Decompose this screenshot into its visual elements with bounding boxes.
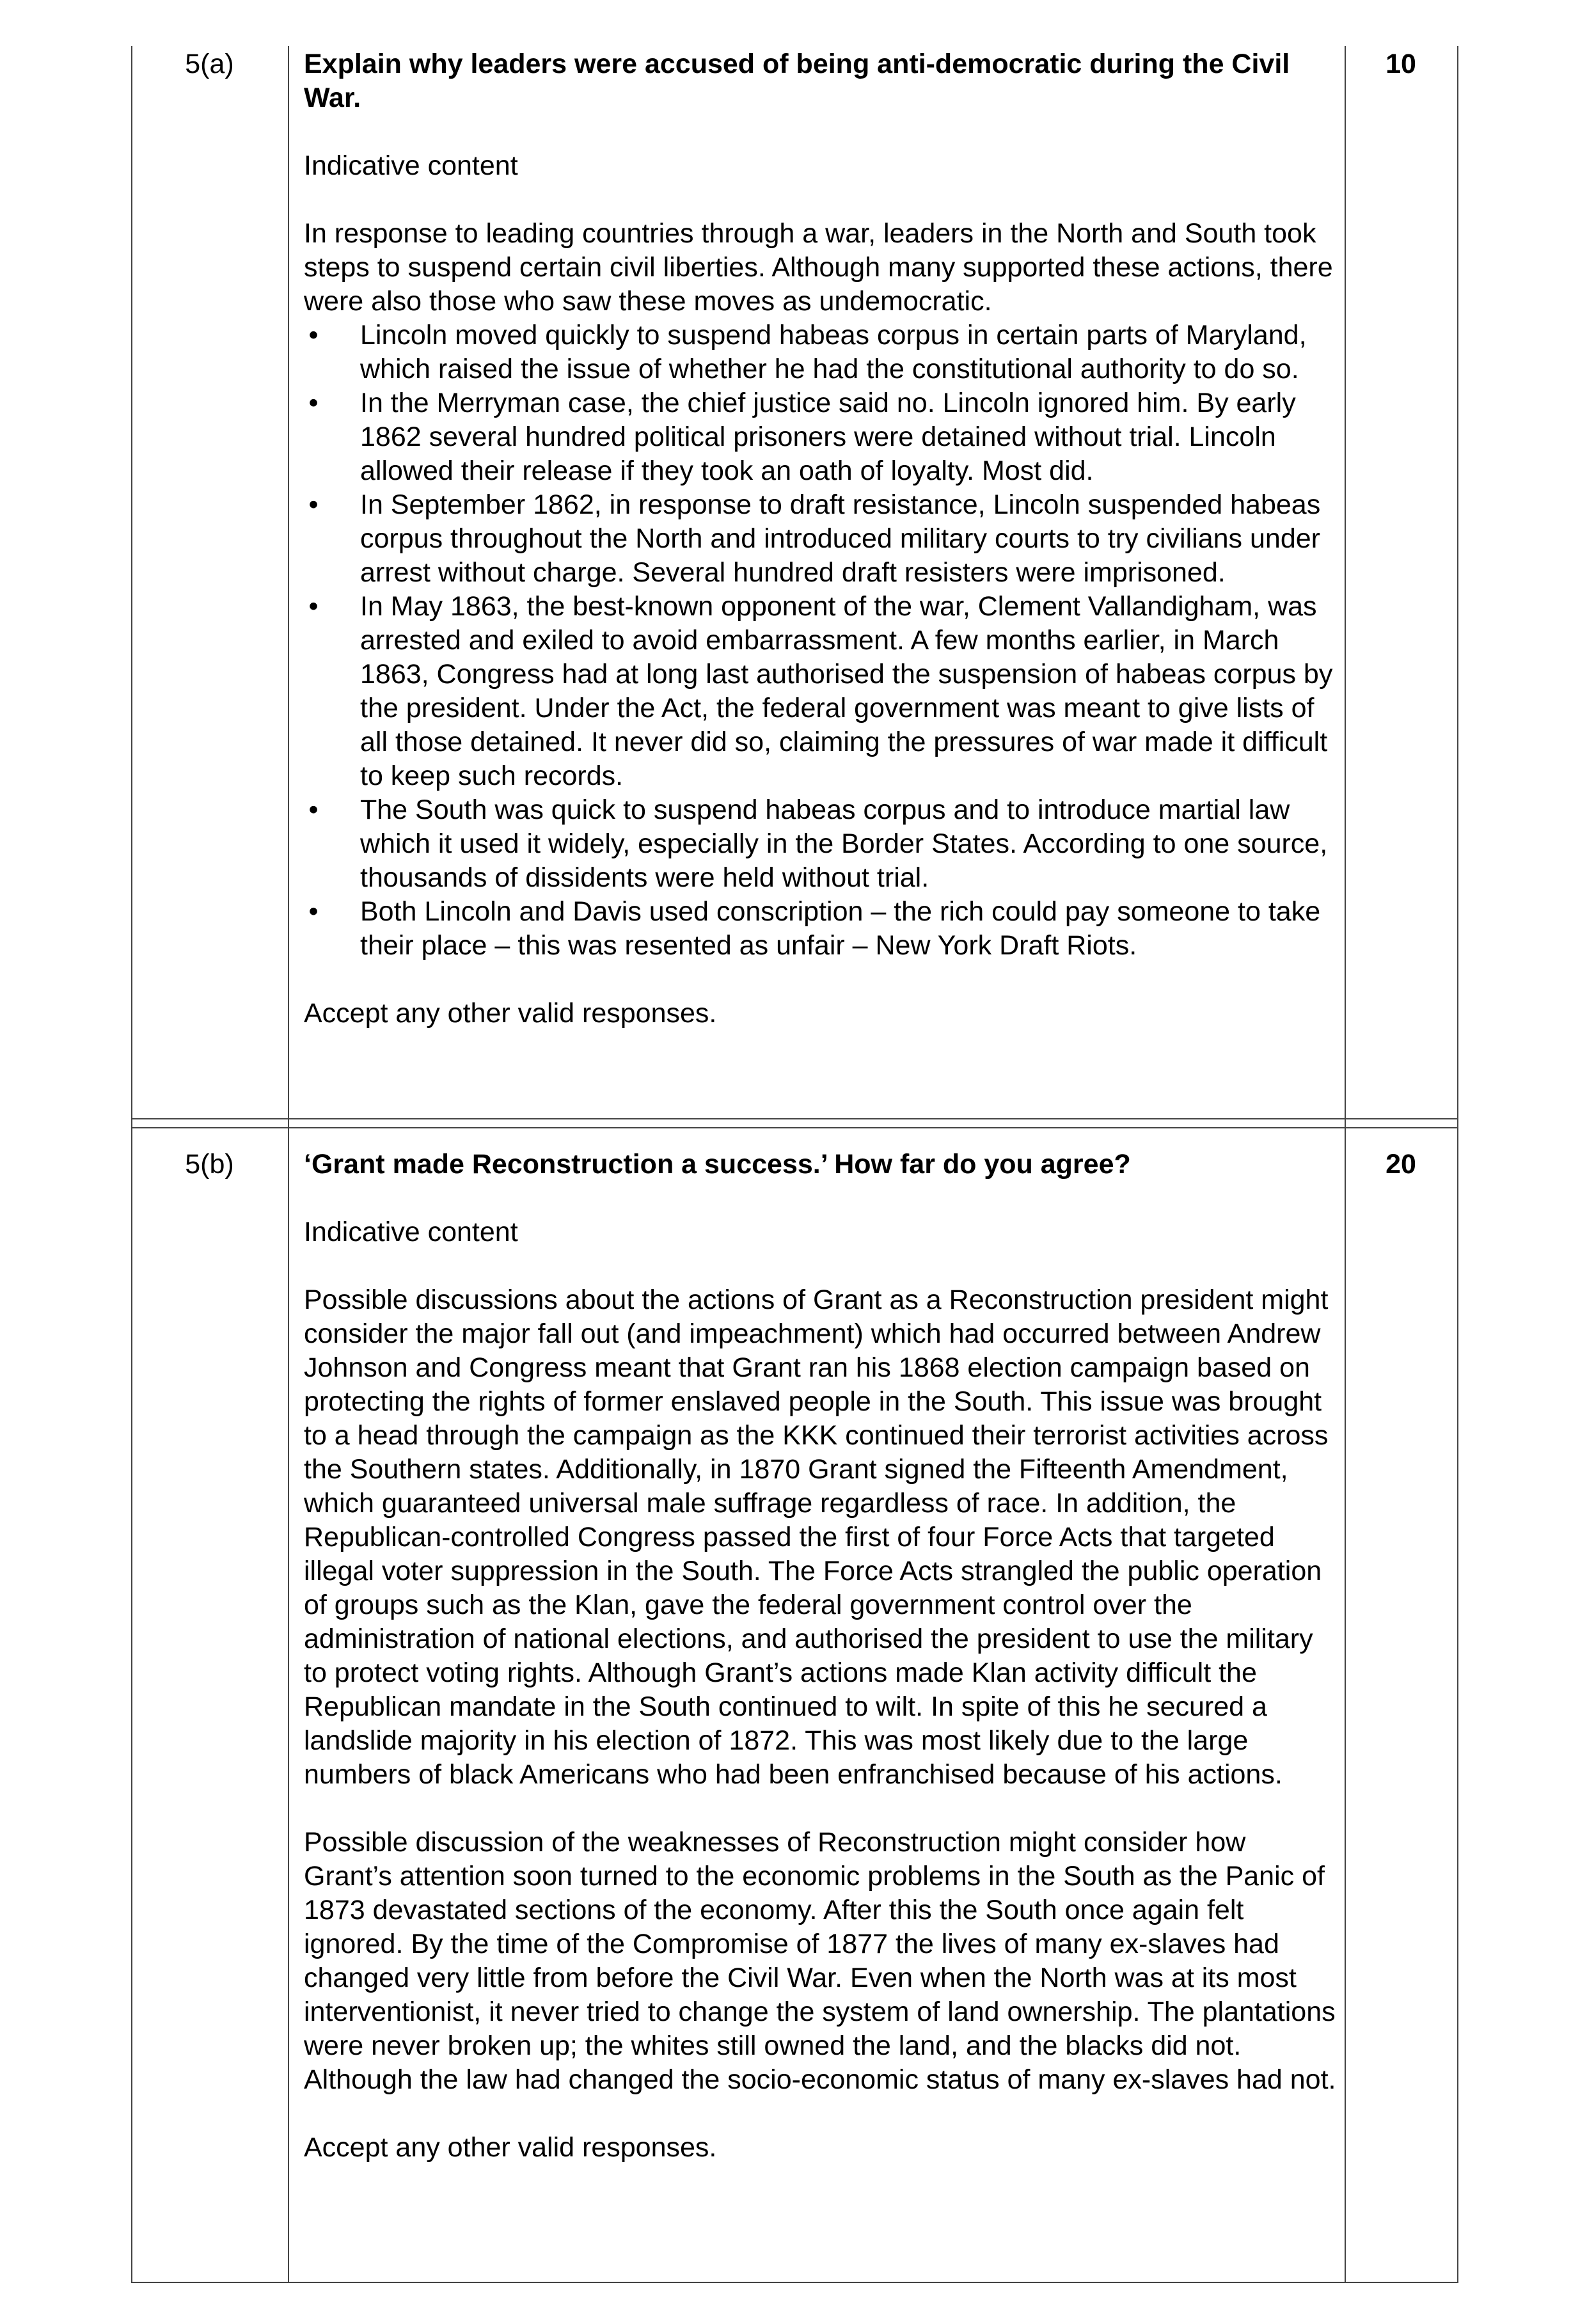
discussion-paragraph: Possible discussions about the actions of Grant as a Reconstruction president might consider the major fall out (and impeachment) which had occurred between Andrew Johnson and Congress meant that Grant ran his 1868 election campaign based on protecting the rights of former enslaved people in the South. This issue was brought to a head through the campaign as the KKK continued their terrorist activities across the Southern states. Additionally, in 1870 Grant signed the Fifteenth Amendment, which guaranteed universal male suffrage regardless of race. In addition, the Republican-controlled Congress passed the first of four Force Acts that targeted illegal voter suppression in the South. The Force Acts strangled the public operation of groups such as the Klan, gave the federal government control over the administration of national elections, and authorised the president to use the military to protect voting rights. Although Grant’s actions made Klan activity difficult the Republican mandate in the South continued to wilt. In spite of this he secured a landslide majority in his election of 1872. This was most likely due to the large numbers of black Americans who had been enfranchised because of his actions.: [304, 1285, 1329, 1790]
list-item: [304, 590, 1340, 793]
accept-note: Accept any other valid responses.: [304, 2132, 717, 2163]
bullet-icon: •: [308, 489, 319, 520]
bullet-icon: •: [308, 388, 319, 418]
discussion-paragraph: Possible discussion of the weaknesses of Reconstruction might consider how Grant’s attention soon turned to the economic problems in the South as the Panic of 1873 devastated sections of the economy. After this the South once again felt ignored. By the time of the Compromise of 1877 the lives of many ex-slaves had changed very little from before the Civil War. Even when the North was at its most interventionist, it never tried to change the system of land ownership. The plantations were never broken up; the whites still owned the land, and the blacks did not. Although the law had changed the socio-economic status of many ex-slaves had not.: [304, 1827, 1336, 2095]
question-marks: 20: [1386, 1149, 1416, 1180]
list-item-text: In September 1862, in response to draft resistance, Lincoln suspended habeas corpus throughout the North and introduced military courts to try civilians under arrest without charge. Several hundred draft resisters were imprisoned.: [360, 489, 1321, 588]
list-item: [304, 319, 1340, 386]
table-right-border: [1457, 46, 1458, 2283]
bullet-icon: •: [308, 794, 319, 825]
question-text: ‘Grant made Reconstruction a success.’ How far do you agree?: [304, 1149, 1131, 1180]
list-item: [304, 895, 1340, 963]
list-item: [304, 793, 1340, 895]
question-text: Explain why leaders were accused of being anti-democratic during the Civil War.: [304, 49, 1290, 113]
question-marks: 10: [1386, 49, 1416, 79]
indicative-content-label: Indicative content: [304, 1217, 518, 1247]
column-divider-question: [288, 46, 289, 2283]
list-item-text: In May 1863, the best-known opponent of the war, Clement Vallandigham, was arrested and exiled to avoid embarrassment. A few months earlier, in March 1863, Congress had at long last authorised the suspension of habeas corpus by the president. Under the Act, the federal government was meant to give lists of all those detained. It never did so, claiming the pressures of war made it difficult to keep such records.: [360, 591, 1333, 791]
question-number: 5(b): [185, 1149, 234, 1180]
question-5a-content: [304, 47, 1340, 1031]
bullet-icon: •: [308, 896, 319, 927]
list-item: [304, 386, 1340, 488]
list-item-text: In the Merryman case, the chief justice said no. Lincoln ignored him. By early 1862 several hundred political prisoners were detained without trial. Lincoln allowed their release if they took an oath of loyalty. Most did.: [360, 388, 1296, 486]
list-item-text: Lincoln moved quickly to suspend habeas corpus in certain parts of Maryland, which raised the issue of whether he had the constitutional authority to do so.: [360, 320, 1307, 384]
intro-paragraph: In response to leading countries through a war, leaders in the North and South took steps to suspend certain civil liberties. Although many supported these actions, there were also those who saw these moves as undemocratic.: [304, 218, 1333, 317]
list-item-text: The South was quick to suspend habeas corpus and to introduce martial law which it used it widely, especially in the Border States. According to one source, thousands of dissidents were held without trial.: [360, 794, 1328, 893]
row-separator-bottom: [131, 1127, 1458, 1128]
list-item-text: Both Lincoln and Davis used conscription – the rich could pay someone to take their place – this was resented as unfair – New York Draft Riots.: [360, 896, 1321, 961]
indicative-content-label: Indicative content: [304, 150, 518, 181]
table-bottom-border: [131, 2282, 1458, 2283]
question-5b-content: [304, 1148, 1340, 2165]
row-separator-top: [131, 1118, 1458, 1119]
accept-note: Accept any other valid responses.: [304, 998, 717, 1029]
bullet-icon: •: [308, 320, 319, 351]
question-number: 5(a): [185, 49, 234, 79]
bullet-icon: •: [308, 591, 319, 622]
bullet-list: [304, 319, 1340, 963]
list-item: [304, 488, 1340, 590]
